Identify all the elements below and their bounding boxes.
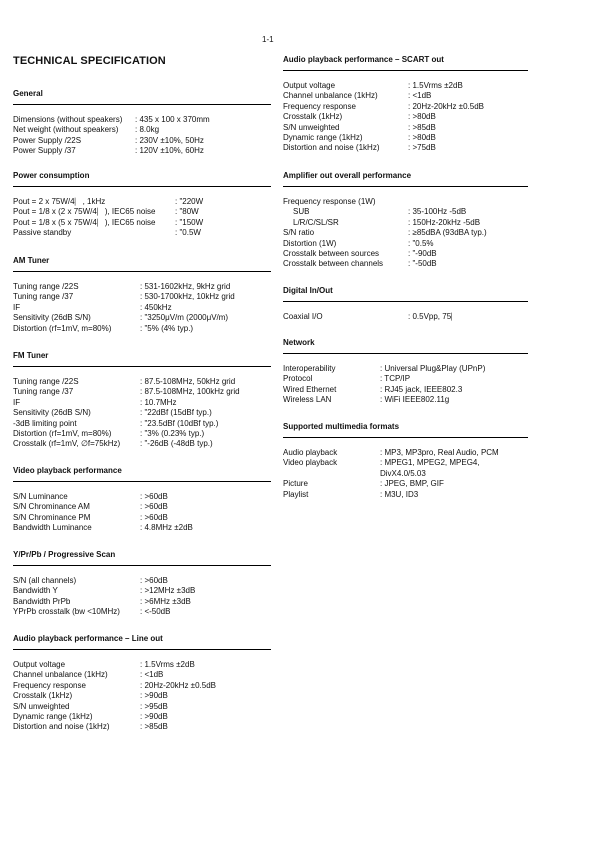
section-heading: Digital In/Out <box>283 286 528 302</box>
spec-row <box>13 607 271 617</box>
spec-row <box>13 197 271 207</box>
spec-rows <box>13 377 271 450</box>
spec-row <box>13 513 271 523</box>
spec-label: Passive standby <box>13 228 72 238</box>
section-heading: Audio playback performance – Line out <box>13 634 271 650</box>
spec-row <box>13 115 271 125</box>
spec-row <box>13 387 271 397</box>
spec-row <box>283 228 528 238</box>
spec-row <box>283 123 528 133</box>
spec-value: : MPEG1, MPEG2, MPEG4, DivX4.0/5.03 <box>380 458 480 478</box>
spec-row <box>283 197 528 207</box>
spec-row <box>13 502 271 512</box>
section-heading: Y/Pr/Pb / Progressive Scan <box>13 550 271 566</box>
spec-rows <box>13 492 271 534</box>
spec-value: : 450kHz <box>140 302 172 312</box>
section-heading: Amplifier out overall performance <box>283 171 528 187</box>
section-audio-line-out <box>13 634 271 733</box>
spec-value: : ≥85dBA (93dBA typ.) <box>408 228 487 238</box>
spec-row <box>13 136 271 146</box>
spec-label: Audio playback <box>283 448 338 457</box>
spec-row <box>283 448 528 458</box>
spec-label: Bandwidth Luminance <box>13 523 92 533</box>
spec-label: Dimensions (without speakers) <box>13 115 123 124</box>
spec-label: IF <box>13 302 21 312</box>
spec-row <box>13 597 271 607</box>
spec-value: : 435 x 100 x 370mm <box>135 115 210 124</box>
spec-label: Dynamic range (1kHz) <box>283 133 363 143</box>
spec-value: : <1dB <box>140 670 164 680</box>
spec-row <box>13 702 271 712</box>
spec-value: : >60dB <box>140 512 168 522</box>
spec-value: : 1.5Vrms ±2dB <box>408 81 463 90</box>
spec-row <box>13 282 271 292</box>
spec-value: : >80dB <box>408 133 436 143</box>
section-network <box>283 338 528 406</box>
spec-row <box>13 398 271 408</box>
section-heading: AM Tuner <box>13 256 271 272</box>
spec-value: : "-26dB (-48dB typ.) <box>140 439 213 449</box>
spec-value: : >85dB <box>140 722 168 732</box>
spec-label: Sensitivity (26dB S/N) <box>13 313 91 323</box>
spec-label: Picture <box>283 479 308 489</box>
spec-value: : 531-1602kHz, 9kHz grid <box>140 282 231 291</box>
spec-row <box>283 479 528 489</box>
spec-row <box>13 303 271 313</box>
spec-value: : >6MHz ±3dB <box>140 596 191 606</box>
spec-value: : 10.7MHz <box>140 397 177 407</box>
spec-rows <box>13 115 271 157</box>
spec-label: S/N Luminance <box>13 492 68 501</box>
spec-value: : >90dB <box>140 712 168 722</box>
spec-label: -3dB limiting point <box>13 418 77 428</box>
spec-label: S/N unweighted <box>13 701 70 711</box>
spec-row <box>283 259 528 269</box>
section-heading: General <box>13 89 271 105</box>
spec-row <box>13 292 271 302</box>
spec-label: Dynamic range (1kHz) <box>13 712 93 722</box>
section-heading: Network <box>283 338 528 354</box>
spec-label: Crosstalk (rf=1mV, ∅f=75kHz) <box>13 439 121 449</box>
spec-label: Bandwidth PrPb <box>13 596 71 606</box>
spec-row <box>13 218 271 228</box>
spec-value: : "5% (4% typ.) <box>140 323 194 333</box>
spec-value: : 4.8MHz ±2dB <box>140 523 193 533</box>
spec-value: : >85dB <box>408 122 436 132</box>
spec-row <box>13 313 271 323</box>
section-ypbpr <box>13 550 271 618</box>
spec-row <box>283 312 528 322</box>
page-number: 1-1 <box>262 35 274 44</box>
spec-rows <box>283 312 528 322</box>
spec-value: : >80dB <box>408 112 436 122</box>
spec-row <box>283 239 528 249</box>
spec-row <box>283 364 528 374</box>
spec-label: Output voltage <box>13 660 66 669</box>
spec-rows <box>13 660 271 733</box>
spec-row <box>283 112 528 122</box>
spec-row <box>283 395 528 405</box>
spec-label: Crosstalk between channels <box>283 259 384 269</box>
spec-row <box>13 228 271 238</box>
spec-label: Crosstalk between sources <box>283 249 380 259</box>
section-heading: Video playback performance <box>13 466 271 482</box>
spec-row <box>13 125 271 135</box>
spec-value: : 1.5Vrms ±2dB <box>140 660 195 669</box>
spec-value: : "80W <box>175 207 199 217</box>
spec-row <box>283 218 528 228</box>
spec-value: : "-50dB <box>408 259 437 269</box>
spec-row <box>13 586 271 596</box>
spec-row <box>13 670 271 680</box>
spec-label: Distortion (1W) <box>283 238 337 248</box>
spec-value: : WiFi IEEE802.11g <box>380 395 450 405</box>
spec-value: : 0.5Vpp, 75⎸ <box>408 312 460 321</box>
spec-value: : <1dB <box>408 91 432 101</box>
spec-value: : 35-100Hz -5dB <box>408 207 467 217</box>
spec-value: : >75dB <box>408 143 436 153</box>
spec-value: : Universal Plug&Play (UPnP) <box>380 364 486 373</box>
spec-value: : "150W <box>175 217 204 227</box>
spec-label: Tuning range /22S <box>13 282 79 291</box>
spec-row <box>13 691 271 701</box>
spec-rows <box>13 282 271 334</box>
spec-label: Frequency response <box>283 101 356 111</box>
spec-label: Frequency response <box>13 680 86 690</box>
spec-label: YPrPb crosstalk (bw <10MHz) <box>13 607 120 617</box>
spec-label: Interoperability <box>283 364 336 373</box>
spec-row <box>13 207 271 217</box>
spec-label: Channel unbalance (1kHz) <box>283 91 378 101</box>
section-power-consumption <box>13 171 271 239</box>
spec-row <box>283 143 528 153</box>
spec-value: : "0.5W <box>175 228 201 238</box>
spec-value: : "0.5% <box>408 238 434 248</box>
section-digital-io <box>283 286 528 322</box>
spec-value <box>408 197 528 207</box>
spec-label: Playlist <box>283 489 309 499</box>
spec-row <box>283 249 528 259</box>
spec-value: : 8.0kg <box>135 125 160 135</box>
spec-row <box>283 458 528 479</box>
spec-label: Pout = 2 x 75W/4⎸, 1kHz <box>13 197 106 206</box>
spec-label: Crosstalk (1kHz) <box>13 691 73 701</box>
spec-row <box>13 576 271 586</box>
spec-value: : M3U, ID3 <box>380 489 419 499</box>
document-title: TECHNICAL SPECIFICATION <box>13 55 166 67</box>
spec-label: Protocol <box>283 374 313 384</box>
spec-row <box>283 207 528 217</box>
spec-row <box>13 660 271 670</box>
spec-value: : "23.5dBf (10dBf typ.) <box>140 418 219 428</box>
spec-label: Tuning range /22S <box>13 377 79 386</box>
spec-row <box>13 419 271 429</box>
section-fm-tuner <box>13 351 271 450</box>
spec-row <box>13 712 271 722</box>
spec-value: : 530-1700kHz, 10kHz grid <box>140 292 235 302</box>
spec-row <box>13 408 271 418</box>
spec-value: : "3% (0.23% typ.) <box>140 429 205 439</box>
spec-label: Tuning range /37 <box>13 292 74 302</box>
section-heading: Power consumption <box>13 171 271 187</box>
spec-value: : >95dB <box>140 701 168 711</box>
spec-row <box>283 374 528 384</box>
spec-label: Sensitivity (26dB S/N) <box>13 408 91 418</box>
spec-value: : >60dB <box>140 492 168 501</box>
spec-label: Channel unbalance (1kHz) <box>13 670 108 680</box>
spec-label: Power Supply /37 <box>13 146 76 156</box>
spec-label: Distortion (rf=1mV, m=80%) <box>13 429 112 439</box>
spec-value: : 20Hz-20kHz ±0.5dB <box>140 680 216 690</box>
spec-row <box>283 91 528 101</box>
spec-value: : 150Hz-20kHz -5dB <box>408 217 481 227</box>
spec-row <box>13 681 271 691</box>
spec-row <box>13 722 271 732</box>
spec-label: Bandwidth Y <box>13 586 58 596</box>
spec-row <box>283 102 528 112</box>
spec-value: : 87.5-108MHz, 100kHz grid <box>140 387 240 397</box>
section-am-tuner <box>13 256 271 334</box>
spec-rows <box>13 197 271 239</box>
spec-rows <box>13 576 271 618</box>
spec-label: Pout = 1/8 x (2 x 75W/4⎸), IEC65 noise <box>13 207 156 217</box>
spec-label: Tuning range /37 <box>13 387 74 397</box>
spec-label: IF <box>13 397 21 407</box>
spec-rows <box>283 448 528 500</box>
spec-value: : JPEG, BMP, GIF <box>380 479 444 489</box>
spec-label: Net weight (without speakers) <box>13 125 119 135</box>
section-audio-scart-out <box>283 55 528 154</box>
section-general <box>13 89 271 157</box>
spec-row <box>13 439 271 449</box>
spec-label: Crosstalk (1kHz) <box>283 112 343 122</box>
spec-label: SUB <box>293 207 310 217</box>
spec-label: L/R/C/SL/SR <box>293 217 339 227</box>
spec-label: S/N Chrominance PM <box>13 512 91 522</box>
spec-label: Output voltage <box>283 81 336 90</box>
spec-row <box>13 523 271 533</box>
section-amplifier-out <box>283 171 528 270</box>
spec-label: Pout = 1/8 x (5 x 75W/4⎸), IEC65 noise <box>13 217 156 227</box>
spec-label: Coaxial I/O <box>283 312 323 321</box>
spec-value: : MP3, MP3pro, Real Audio, PCM <box>380 448 499 457</box>
spec-label: S/N Chrominance AM <box>13 502 90 512</box>
spec-value: : "3250μV/m (2000μV/m) <box>140 313 229 323</box>
spec-row <box>283 81 528 91</box>
spec-label: Distortion and noise (1kHz) <box>13 722 110 732</box>
section-multimedia-formats <box>283 422 528 500</box>
section-heading: FM Tuner <box>13 351 271 367</box>
spec-label: Distortion and noise (1kHz) <box>283 143 380 153</box>
spec-value: : >90dB <box>140 691 168 701</box>
spec-value: : 20Hz-20kHz ±0.5dB <box>408 101 484 111</box>
spec-label: Frequency response (1W) <box>283 197 376 206</box>
spec-label: Video playback <box>283 458 338 468</box>
spec-label: Distortion (rf=1mV, m=80%) <box>13 323 112 333</box>
spec-row <box>283 490 528 500</box>
spec-row <box>283 385 528 395</box>
spec-value: : 120V ±10%, 60Hz <box>135 146 204 156</box>
spec-value: : "22dBf (15dBf typ.) <box>140 408 212 418</box>
spec-label: S/N unweighted <box>283 122 340 132</box>
spec-value: : >60dB <box>140 502 168 512</box>
spec-value: : >12MHz ±3dB <box>140 586 196 596</box>
section-heading: Supported multimedia formats <box>283 422 528 438</box>
spec-row <box>13 146 271 156</box>
spec-row <box>13 324 271 334</box>
spec-value: : RJ45 jack, IEEE802.3 <box>380 384 463 394</box>
spec-row <box>283 133 528 143</box>
spec-label: Power Supply /22S <box>13 135 82 145</box>
spec-label: S/N ratio <box>283 228 315 238</box>
spec-value: : >60dB <box>140 576 168 585</box>
section-heading: Audio playback performance – SCART out <box>283 55 528 71</box>
spec-row <box>13 429 271 439</box>
spec-value: : <-50dB <box>140 607 171 617</box>
spec-value: : TCP/IP <box>380 374 411 384</box>
spec-row <box>13 377 271 387</box>
spec-value: : 87.5-108MHz, 50kHz grid <box>140 377 236 386</box>
spec-row <box>13 492 271 502</box>
spec-label: Wired Ethernet <box>283 384 337 394</box>
spec-rows <box>283 81 528 154</box>
spec-value: : "-90dB <box>408 249 437 259</box>
spec-value: : "220W <box>175 197 204 206</box>
spec-value: : 230V ±10%, 50Hz <box>135 135 204 145</box>
section-video-playback <box>13 466 271 534</box>
spec-label: Wireless LAN <box>283 395 332 405</box>
spec-rows <box>283 197 528 270</box>
spec-rows <box>283 364 528 406</box>
spec-label: S/N (all channels) <box>13 576 77 585</box>
